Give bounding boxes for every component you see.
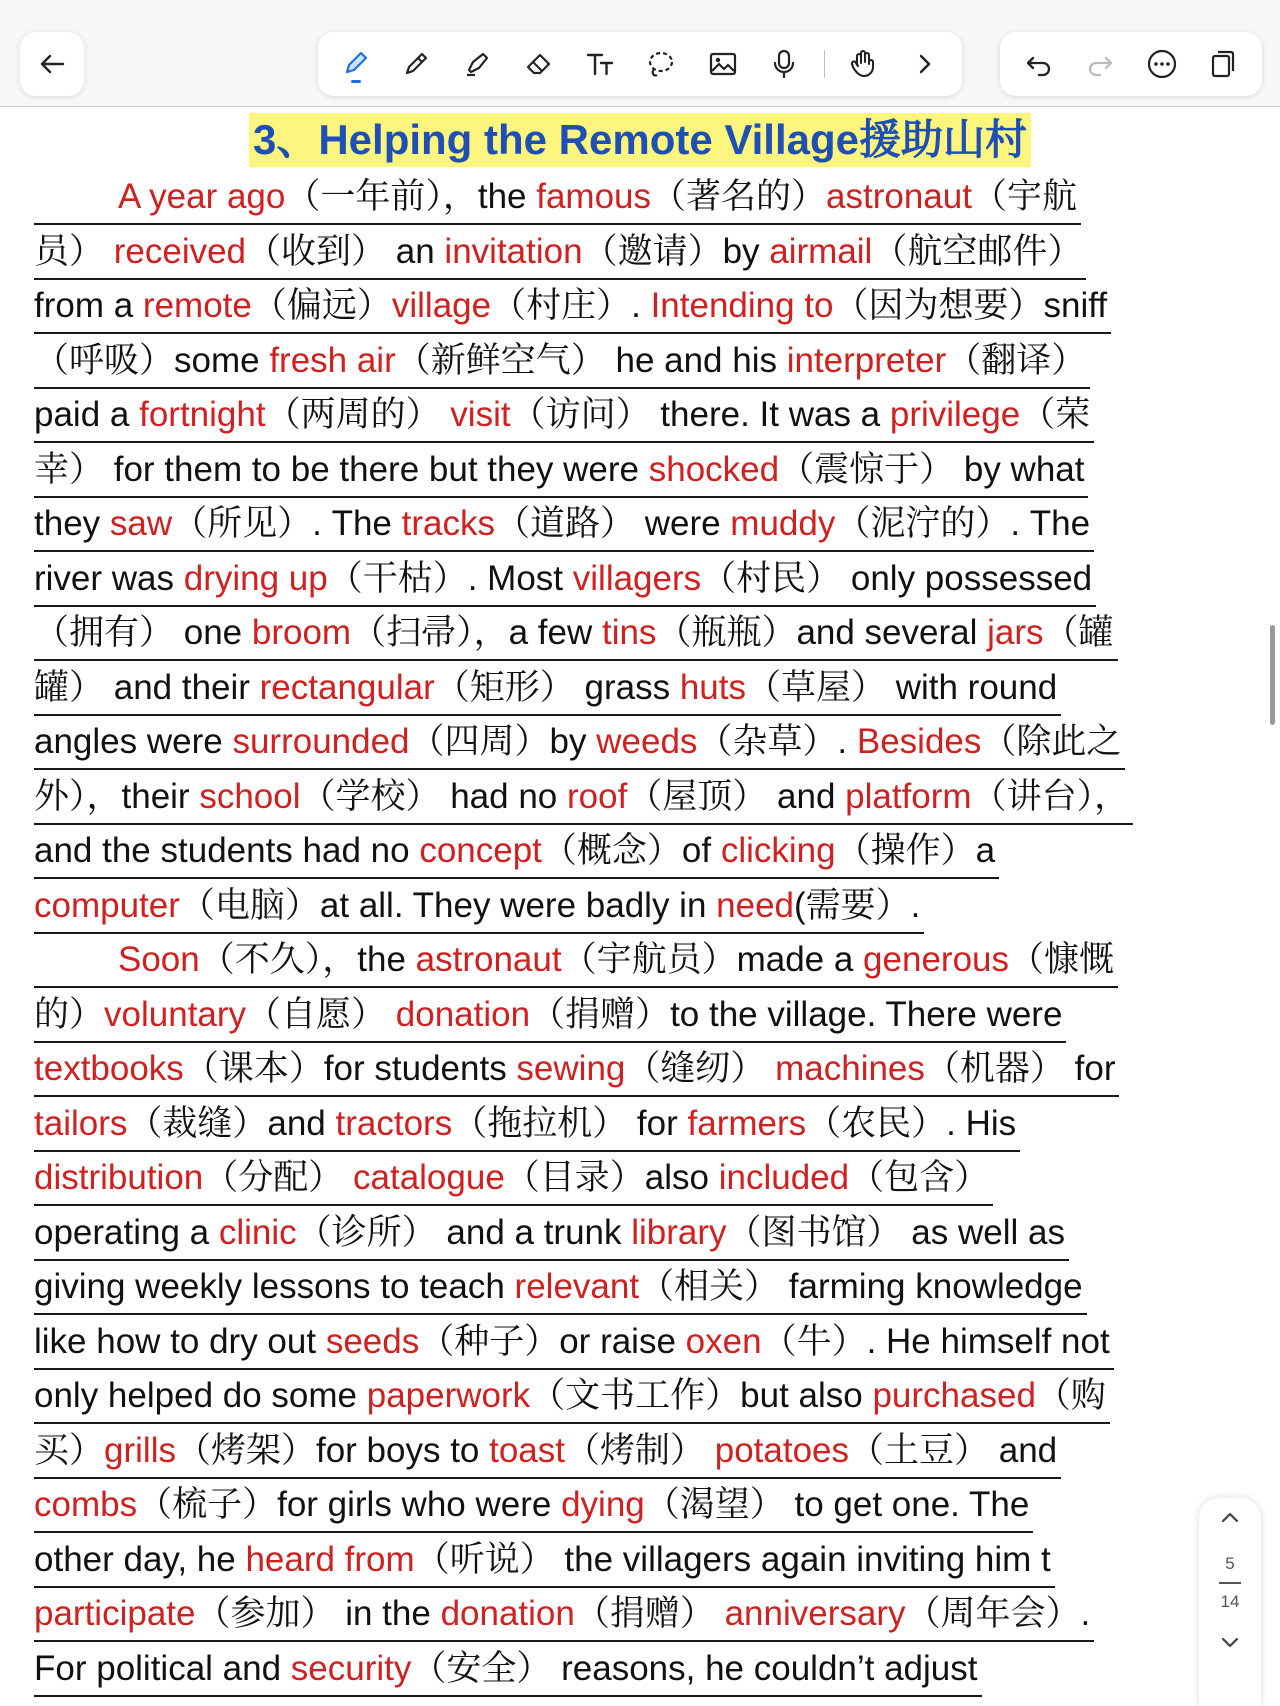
keyword: astronaut bbox=[826, 177, 972, 216]
keyword: potatoes bbox=[714, 1430, 850, 1470]
keyword: Soon bbox=[118, 940, 200, 979]
text-line bbox=[34, 825, 1248, 880]
keyword: school bbox=[199, 776, 301, 816]
keyword: heard from bbox=[245, 1539, 415, 1579]
text-segment: （泥泞的）. The bbox=[835, 504, 1091, 543]
keyword: relevant bbox=[514, 1267, 640, 1306]
keyword: clicking bbox=[720, 831, 836, 870]
text-line bbox=[34, 1588, 1248, 1643]
keyword: fortnight bbox=[139, 395, 266, 434]
text-segment: （宇航员）made a bbox=[561, 940, 864, 979]
underlined-text bbox=[34, 716, 1125, 770]
keyword: tins bbox=[601, 613, 657, 652]
chevron-down-icon bbox=[1218, 1630, 1242, 1654]
drawing-tools bbox=[318, 32, 962, 96]
pencil-icon[interactable] bbox=[394, 42, 438, 86]
keyword: tractors bbox=[335, 1103, 453, 1143]
keyword: muddy bbox=[730, 504, 836, 543]
text-segment: （四周）by bbox=[409, 722, 597, 761]
keyword: purchased bbox=[872, 1376, 1036, 1415]
keyword: participate bbox=[34, 1594, 196, 1633]
underlined-text bbox=[34, 1425, 1061, 1479]
underlined-text bbox=[34, 171, 1081, 225]
underlined-text bbox=[34, 1316, 1114, 1370]
keyword: textbooks bbox=[34, 1049, 184, 1088]
underlined-text bbox=[34, 1479, 1033, 1533]
text-segment: （讲台）， bbox=[971, 776, 1130, 816]
text-segment: （听说） the villagers again inviting him t bbox=[414, 1539, 1051, 1579]
keyword: oxen bbox=[685, 1321, 762, 1361]
text-segment: （宇航 bbox=[971, 177, 1077, 216]
toolbar-separator bbox=[824, 50, 825, 78]
text-segment: （农民）. His bbox=[806, 1103, 1017, 1143]
text-segment: （荣 bbox=[1020, 395, 1091, 434]
keyword: weeds bbox=[596, 722, 698, 761]
keyword: astronaut bbox=[415, 940, 562, 979]
text-segment: （操作）a bbox=[835, 831, 996, 870]
text-line bbox=[34, 553, 1248, 608]
handwritten-text-body bbox=[34, 171, 1248, 1697]
text-segment: （所见）. The bbox=[172, 504, 402, 543]
text-segment: （航空邮件） bbox=[872, 231, 1083, 271]
keyword: visit bbox=[450, 395, 511, 434]
text-segment: only helped do some bbox=[34, 1376, 367, 1415]
text-segment: （一年前），the bbox=[285, 177, 537, 216]
text-segment: and the students had no bbox=[34, 831, 420, 870]
keyword: huts bbox=[679, 667, 746, 707]
more-icon[interactable] bbox=[1140, 42, 1184, 86]
text-segment: （扫帚），a few bbox=[351, 613, 602, 652]
text-segment: （相关） farming knowledge bbox=[639, 1267, 1083, 1306]
text-segment: （罐 bbox=[1043, 613, 1114, 652]
keyword: security bbox=[290, 1648, 412, 1688]
text-line bbox=[34, 934, 1248, 989]
text-segment: （学校） had no bbox=[300, 776, 567, 816]
text-line bbox=[34, 1152, 1248, 1207]
keyword: catalogue bbox=[353, 1158, 505, 1197]
text-segment: （呼吸）some bbox=[34, 340, 270, 380]
text-segment: （目录）also bbox=[504, 1158, 719, 1197]
text-line bbox=[34, 280, 1248, 335]
text-segment: （包含） bbox=[849, 1158, 990, 1197]
chevron-up-icon bbox=[1218, 1506, 1242, 1530]
text-segment: （土豆） and bbox=[849, 1430, 1058, 1470]
underlined-text bbox=[34, 498, 1094, 552]
text-segment: （购 bbox=[1035, 1376, 1106, 1415]
underlined-text bbox=[34, 1643, 982, 1697]
keyword: clinic bbox=[218, 1212, 297, 1252]
text-segment: （参加） in the bbox=[195, 1594, 441, 1633]
keyword: distribution bbox=[34, 1158, 204, 1197]
text-segment: （课本）for students bbox=[183, 1049, 517, 1088]
keyword: privilege bbox=[889, 395, 1021, 434]
underlined-text bbox=[34, 880, 924, 934]
keyword: donation bbox=[395, 994, 531, 1034]
text-segment: For political and bbox=[34, 1648, 291, 1688]
keyword: shocked bbox=[648, 449, 780, 489]
text-segment: （屋顶） and bbox=[627, 776, 846, 816]
keyword: dying bbox=[561, 1485, 645, 1524]
keyword: computer bbox=[34, 885, 180, 925]
keyword: received bbox=[113, 231, 247, 271]
keyword: Intending to bbox=[650, 286, 834, 325]
text-line bbox=[34, 389, 1248, 444]
page-divider bbox=[1219, 1582, 1241, 1584]
keyword: Besides bbox=[856, 722, 982, 761]
text-segment: （邀请）by bbox=[582, 231, 770, 271]
text-segment: angles were bbox=[34, 722, 233, 761]
keyword: toast bbox=[489, 1430, 565, 1470]
text-line bbox=[34, 1207, 1248, 1262]
text-line bbox=[34, 1534, 1248, 1589]
text-line bbox=[34, 171, 1248, 226]
underlined-text bbox=[34, 1534, 1055, 1588]
text-segment: （自愿） bbox=[246, 994, 396, 1034]
text-segment: （机器） for bbox=[924, 1049, 1116, 1088]
text-segment: like how to dry out bbox=[34, 1321, 326, 1361]
underlined-text bbox=[34, 607, 1118, 661]
text-line bbox=[34, 716, 1248, 771]
keyword: paperwork bbox=[366, 1376, 531, 1415]
text-segment: （草屋） with round bbox=[745, 667, 1058, 707]
text-segment: （图书馆） as well as bbox=[726, 1212, 1065, 1252]
text-segment: （新鲜空气） he and his bbox=[395, 340, 787, 380]
text-segment: （杂草）. bbox=[697, 722, 857, 761]
keyword: surrounded bbox=[232, 722, 410, 761]
lasso-icon[interactable] bbox=[639, 42, 683, 86]
scrollbar[interactable] bbox=[1270, 625, 1275, 725]
text-segment: （捐赠） bbox=[574, 1594, 725, 1633]
text-segment: （缝纫） bbox=[625, 1049, 776, 1088]
text-segment: （村民） only possessed bbox=[701, 558, 1093, 598]
eraser-icon[interactable] bbox=[517, 42, 561, 86]
text-line bbox=[34, 444, 1248, 499]
text-segment: （偏远） bbox=[251, 286, 392, 325]
next-page-button[interactable] bbox=[1199, 1622, 1261, 1662]
active-tool-indicator bbox=[351, 80, 361, 83]
underlined-text bbox=[34, 226, 1086, 280]
underlined-text bbox=[34, 989, 1066, 1043]
keyword: included bbox=[718, 1158, 850, 1197]
text-line bbox=[34, 1643, 1248, 1698]
keyword: platform bbox=[845, 776, 972, 816]
keyword: A year ago bbox=[118, 177, 286, 216]
text-segment: （震惊于） by what bbox=[779, 449, 1085, 489]
keyword: grills bbox=[104, 1430, 176, 1470]
text-icon[interactable] bbox=[578, 42, 622, 86]
microphone-icon[interactable] bbox=[762, 42, 806, 86]
underlined-text bbox=[34, 1370, 1110, 1424]
keyword: concept bbox=[419, 831, 542, 870]
keyword: remote bbox=[142, 286, 252, 325]
page-navigator bbox=[1199, 1498, 1261, 1706]
top-toolbar bbox=[0, 0, 1280, 107]
keyword: fresh air bbox=[269, 340, 396, 380]
keyword: famous bbox=[536, 177, 652, 216]
text-segment: (需要）. bbox=[794, 885, 921, 925]
text-segment: （烤架）for boys to bbox=[175, 1430, 490, 1470]
text-line bbox=[34, 880, 1248, 935]
text-segment: （捐赠）to the village. There were bbox=[530, 994, 1063, 1034]
text-segment: giving weekly lessons to teach bbox=[34, 1267, 515, 1306]
text-segment: （分配） bbox=[203, 1158, 353, 1197]
chevron-right-icon[interactable] bbox=[903, 42, 947, 86]
text-line bbox=[34, 607, 1248, 662]
text-segment: （两周的） bbox=[265, 395, 451, 434]
text-line bbox=[34, 226, 1248, 281]
text-segment: 外），their bbox=[34, 776, 200, 816]
text-segment: （干枯）. Most bbox=[327, 558, 573, 598]
text-line bbox=[34, 1479, 1248, 1534]
text-segment: other day, he bbox=[34, 1539, 246, 1579]
keyword: rectangular bbox=[259, 667, 435, 707]
text-segment: （概念）of bbox=[541, 831, 721, 870]
underlined-text bbox=[34, 934, 1118, 988]
underlined-text bbox=[34, 825, 999, 879]
underlined-text bbox=[34, 771, 1133, 825]
keyword: combs bbox=[34, 1485, 138, 1524]
text-segment: （电脑）at all. They were badly in bbox=[179, 885, 717, 925]
keyword: farmers bbox=[687, 1103, 807, 1143]
text-segment: （文书工作）but also bbox=[530, 1376, 873, 1415]
text-segment: 幸） for them to be there but they were bbox=[34, 449, 649, 489]
text-segment: （矩形） grass bbox=[434, 667, 680, 707]
keyword: donation bbox=[440, 1594, 575, 1633]
underlined-text bbox=[34, 1588, 1094, 1642]
text-line bbox=[34, 1098, 1248, 1153]
text-segment: （渴望） to get one. The bbox=[644, 1485, 1030, 1524]
current-page-number: 5 bbox=[1225, 1554, 1235, 1573]
text-segment: （除此之 bbox=[981, 722, 1122, 761]
text-segment: 员） bbox=[34, 231, 114, 271]
undo-icon[interactable] bbox=[1017, 42, 1061, 86]
keyword: tailors bbox=[34, 1103, 128, 1143]
keyword: jars bbox=[987, 613, 1044, 652]
text-segment: （道路） were bbox=[494, 504, 731, 543]
hand-icon[interactable] bbox=[842, 42, 886, 86]
text-segment: （诊所） and a trunk bbox=[296, 1212, 632, 1252]
text-segment: （因为想要）sniff bbox=[833, 286, 1108, 325]
text-segment: （拖拉机） for bbox=[452, 1103, 688, 1143]
text-line bbox=[34, 335, 1248, 390]
image-icon[interactable] bbox=[701, 42, 745, 86]
underlined-text bbox=[34, 1098, 1020, 1152]
text-line bbox=[34, 1316, 1248, 1371]
text-line bbox=[34, 1261, 1248, 1316]
text-segment: （翻译） bbox=[946, 340, 1087, 380]
underlined-text bbox=[34, 1152, 993, 1206]
text-segment: （慷慨 bbox=[1009, 940, 1115, 979]
back-button[interactable] bbox=[20, 32, 84, 96]
keyword: saw bbox=[109, 504, 173, 543]
text-segment: （种子）or raise bbox=[419, 1321, 686, 1361]
keyword: sewing bbox=[516, 1049, 626, 1088]
text-segment: （烤制） bbox=[565, 1430, 715, 1470]
keyword: airmail bbox=[769, 231, 873, 271]
keyword: invitation bbox=[444, 231, 583, 271]
text-line bbox=[34, 662, 1248, 717]
keyword: seeds bbox=[325, 1321, 420, 1361]
keyword: broom bbox=[251, 613, 352, 652]
text-segment: operating a bbox=[34, 1212, 219, 1252]
back-arrow-icon[interactable] bbox=[30, 42, 74, 86]
text-line bbox=[34, 498, 1248, 553]
text-segment: （访问） there. It was a bbox=[510, 395, 890, 434]
underlined-text bbox=[34, 389, 1094, 443]
text-segment: （不久），the bbox=[199, 940, 416, 979]
keyword: drying up bbox=[183, 558, 328, 598]
keyword: interpreter bbox=[786, 340, 947, 380]
total-page-count: 14 bbox=[1220, 1592, 1240, 1611]
text-line bbox=[34, 1370, 1248, 1425]
previous-page-button[interactable] bbox=[1199, 1498, 1261, 1538]
text-line bbox=[34, 1425, 1248, 1480]
keyword: voluntary bbox=[104, 994, 247, 1034]
text-segment: （裁缝）and bbox=[127, 1103, 336, 1143]
pages-icon[interactable] bbox=[1201, 42, 1245, 86]
text-segment: （梳子）for girls who were bbox=[137, 1485, 562, 1524]
underlined-text bbox=[34, 335, 1090, 389]
keyword: anniversary bbox=[724, 1594, 906, 1633]
text-segment: （拥有） one bbox=[34, 613, 252, 652]
text-segment: 买） bbox=[34, 1430, 105, 1470]
text-segment: they bbox=[34, 504, 110, 543]
text-segment: （村庄）. bbox=[491, 286, 651, 325]
underlined-text bbox=[34, 280, 1111, 334]
keyword: need bbox=[716, 885, 795, 925]
keyword: machines bbox=[775, 1049, 925, 1088]
page-title: 3、Helping the Remote Village援助山村 bbox=[249, 113, 1031, 167]
keyword: villagers bbox=[572, 558, 702, 598]
pen-icon[interactable] bbox=[333, 42, 377, 86]
text-segment: 罐） and their bbox=[34, 667, 260, 707]
underlined-text bbox=[34, 1207, 1069, 1261]
underlined-text bbox=[34, 1261, 1087, 1315]
underlined-text bbox=[34, 444, 1088, 498]
text-segment: from a bbox=[34, 286, 143, 325]
keyword: generous bbox=[863, 940, 1009, 979]
text-segment: （牛）. He himself not bbox=[761, 1321, 1110, 1361]
underlined-text bbox=[34, 1043, 1119, 1097]
text-segment: （安全） reasons, he couldn’t adjust bbox=[411, 1648, 978, 1688]
document-actions bbox=[1000, 32, 1262, 96]
text-segment: river was bbox=[34, 558, 184, 598]
text-segment: paid a bbox=[34, 395, 140, 434]
underlined-text bbox=[34, 553, 1096, 607]
keyword: tracks bbox=[401, 504, 495, 543]
keyword: village bbox=[391, 286, 492, 325]
underlined-text bbox=[34, 662, 1061, 716]
note-page[interactable] bbox=[0, 107, 1280, 1706]
text-segment: （周年会）. bbox=[905, 1594, 1091, 1633]
keyword: library bbox=[631, 1212, 727, 1252]
text-line bbox=[34, 1043, 1248, 1098]
text-segment: （收到） an bbox=[246, 231, 445, 271]
text-line bbox=[34, 771, 1248, 826]
redo-icon[interactable] bbox=[1078, 42, 1122, 86]
text-segment: （著名的） bbox=[651, 177, 827, 216]
text-line bbox=[34, 989, 1248, 1044]
highlighter-icon[interactable] bbox=[455, 42, 499, 86]
keyword: roof bbox=[566, 776, 628, 816]
text-segment: 的） bbox=[34, 994, 105, 1034]
text-segment: （瓶瓶）and several bbox=[656, 613, 988, 652]
